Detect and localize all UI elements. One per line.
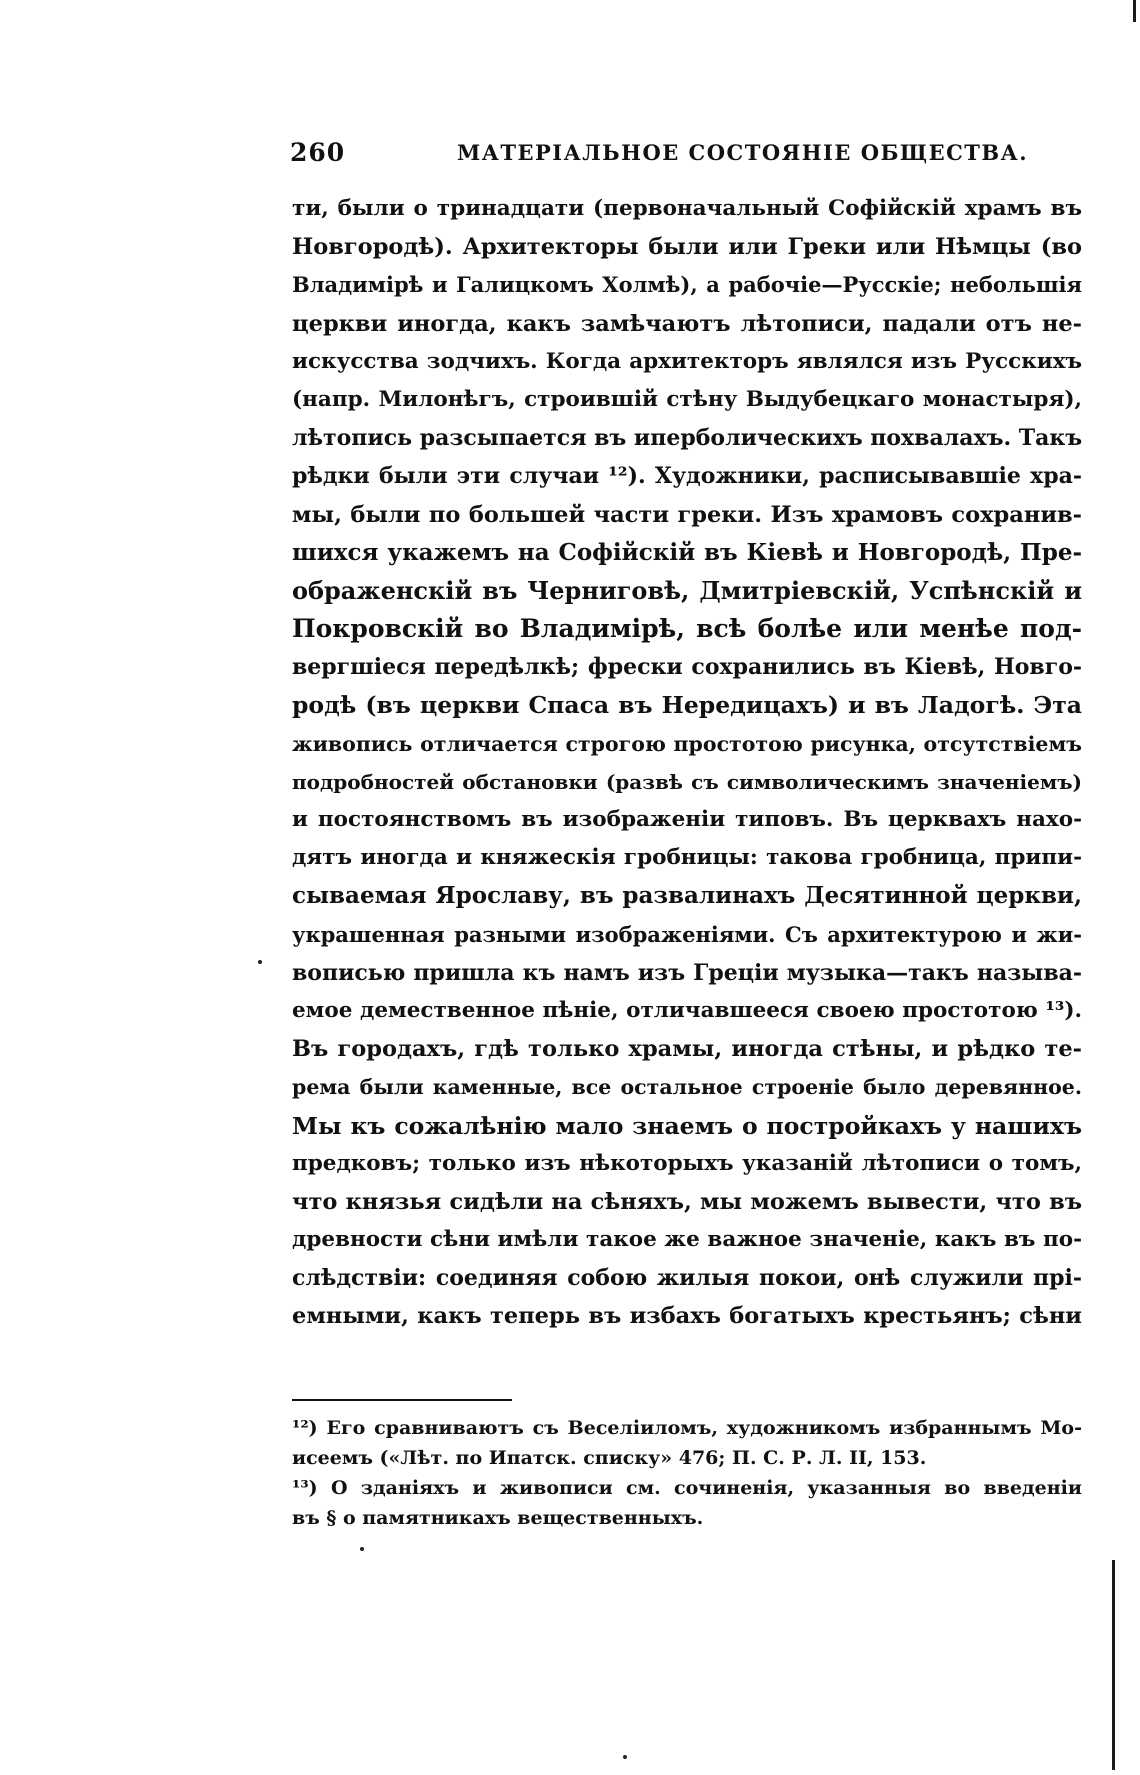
body-line: подробностей обстановки (развѣ съ символическимъ значеніемъ) [292,769,1082,794]
body-line: ображенскій въ Черниговѣ, Дмитріевскій, Успѣнскій и [292,575,1082,605]
body-line: дятъ иногда и княжескія гробницы: такова гробница, припи- [292,845,1082,871]
body-text [292,190,1082,1336]
body-line: искусства зодчихъ. Когда архитекторъ являлся изъ Русскихъ [292,348,1082,374]
body-line: украшенная разными изображеніями. Съ архитектурою и жи- [292,921,1082,947]
body-line: емое демественное пѣніе, отличавшееся своею простотою ¹³). [292,997,1082,1023]
page-number: 260 [290,138,346,167]
page-edge-mark [1112,1560,1115,1770]
body-line: вописью пришла къ намъ изъ Греціи музыка—такъ называ- [292,959,1082,986]
body-line: что князья сидѣли на сѣняхъ, мы можемъ вывести, что въ [292,1188,1082,1215]
body-line: сываемая Ярославу, въ развалинахъ Десятинной церкви, [292,882,1082,910]
body-line: древности сѣни имѣли такое же важное значеніе, какъ въ по- [292,1227,1082,1253]
body-line: Мы къ сожалѣнію мало знаемъ о постройкахъ у нашихъ [292,1111,1082,1140]
body-line: лѣтопись разсыпается въ иперболическихъ похвалахъ. Такъ [292,425,1083,452]
page-edge-mark [1133,0,1136,22]
body-line: вергшіеся передѣлкѣ; фрески сохранились въ Кіевѣ, Новго- [292,654,1082,681]
footnote-line: ¹³) О зданіяхъ и живописи см. сочиненія, указанныя во введеніи [292,1477,1082,1499]
footnote-line: исеемъ («Лѣт. по Ипатск. списку» 476; П. С. Р. Л. II, 153. [292,1447,927,1469]
body-line: емными, какъ теперь въ избахъ богатыхъ крестьянъ; сѣни [292,1303,1082,1330]
body-line: и постоянствомъ въ изображеніи типовъ. Въ церквахъ нахо- [292,807,1082,832]
scan-speck [623,1755,627,1759]
body-line: Новгородѣ). Архитекторы были или Греки или Нѣмцы (во [292,234,1082,261]
body-line: шихся укажемъ на Софійскій въ Кіевѣ и Новгородѣ, Пре- [292,538,1082,566]
page-header [290,138,1080,172]
body-line: слѣдствіи: соединяя собою жилыя покои, онѣ служили прі- [292,1265,1082,1292]
body-line: живопись отличается строгою простотою рисунка, отсутствіемъ [292,731,1082,756]
scan-speck [258,960,262,964]
body-line: Покровскій во Владимірѣ, всѣ болѣе или менѣе под- [292,614,1082,644]
body-line: ти, были о тринадцати (первоначальный Софійскій храмъ въ [292,196,1082,221]
body-line: предковъ; только изъ нѣкоторыхъ указаній лѣтописи о томъ, [292,1150,1082,1176]
body-line: родѣ (въ церкви Спаса въ Нередицахъ) и въ Ладогѣ. Эта [292,691,1082,720]
scan-speck [360,1547,364,1551]
body-line: (напр. Милонѣгъ, строившій стѣну Выдубецкаго монастыря), [292,386,1082,412]
footnote-divider [292,1399,512,1401]
body-line: рема были каменные, все остальное строеніе было деревянное. [292,1075,1082,1100]
running-title: МАТЕРІАЛЬНОЕ СОСТОЯНІЕ ОБЩЕСТВА. [457,140,1029,165]
body-line: мы, были по большей части греки. Изъ храмовъ сохранив- [292,501,1082,528]
footnote-line: ¹²) Его сравниваютъ съ Веселіиломъ, художникомъ избраннымъ Мо- [292,1417,1082,1439]
body-line: Владимірѣ и Галицкомъ Холмѣ), а рабочіе—Русскіе; небольшія [292,272,1082,298]
footnote-line: въ § о памятникахъ вещественныхъ. [292,1507,704,1529]
body-line: церкви иногда, какъ замѣчаютъ лѣтописи, падали отъ не- [292,310,1082,337]
body-line: Въ городахъ, гдѣ только храмы, иногда стѣны, и рѣдко те- [292,1036,1082,1063]
body-line: рѣдки были эти случаи ¹²). Художники, расписывавшіе хра- [292,463,1082,490]
footnotes [292,1413,1082,1533]
